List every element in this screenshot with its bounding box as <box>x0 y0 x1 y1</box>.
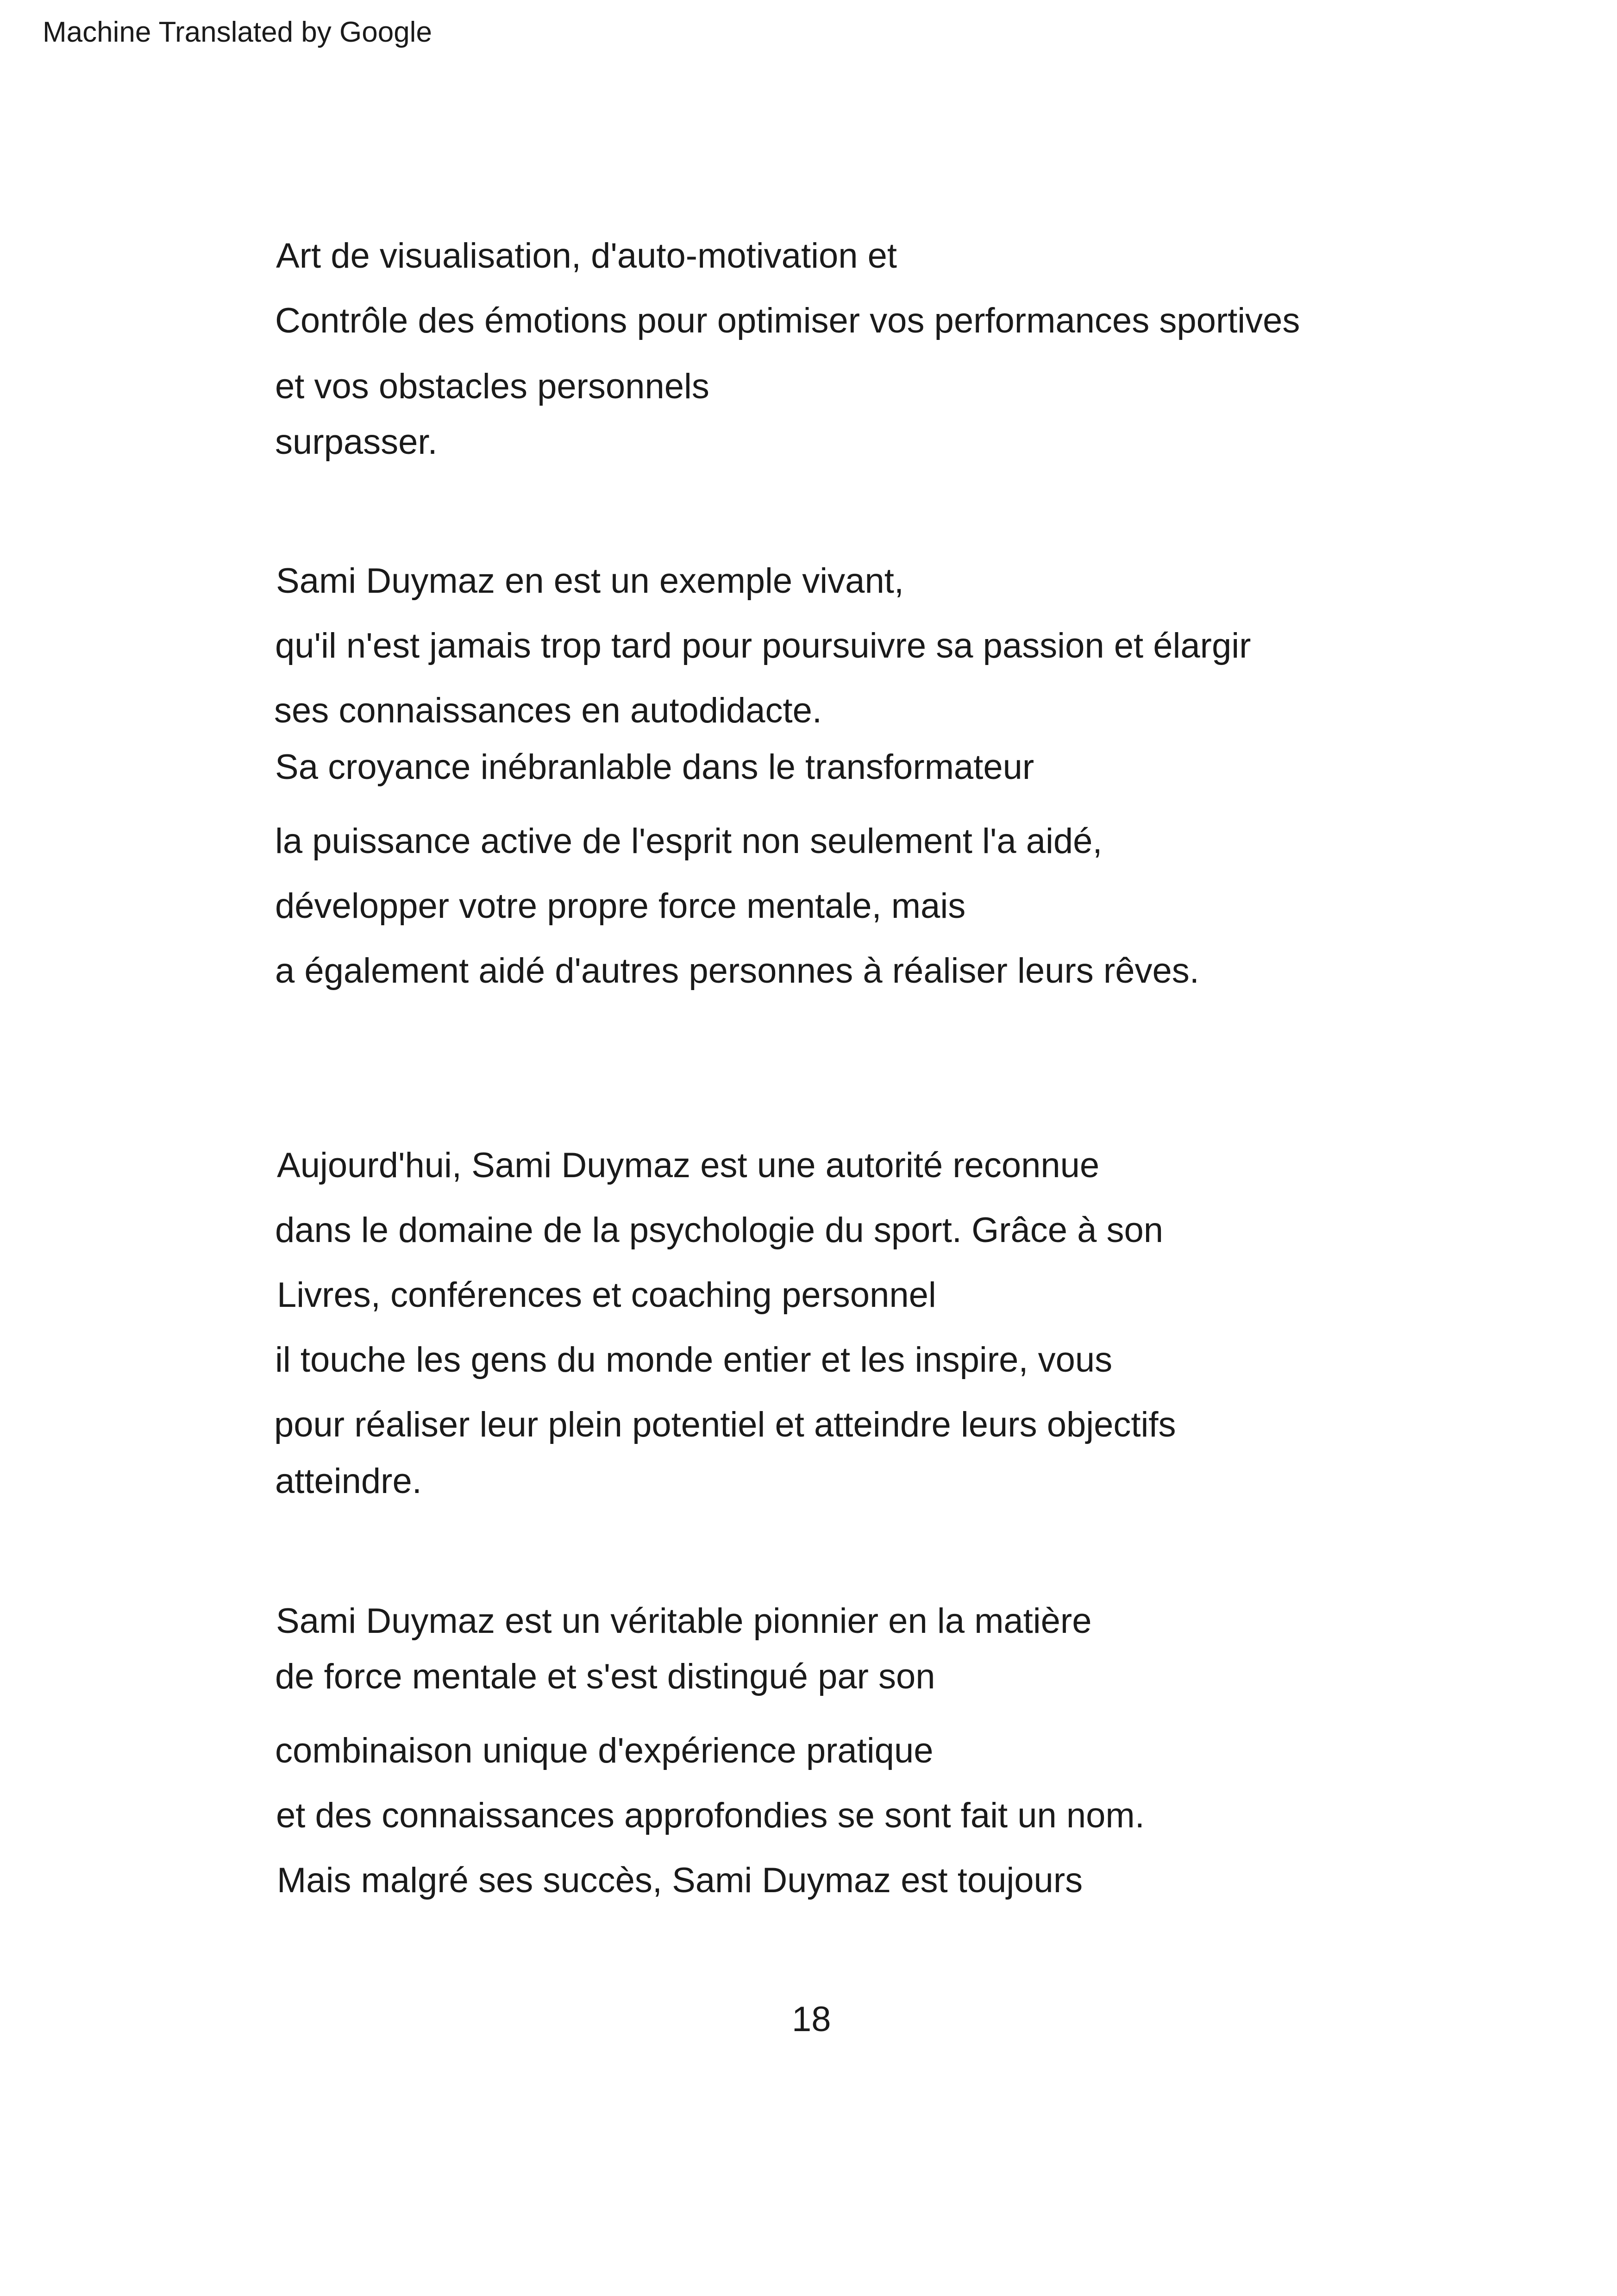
paragraph-1-line-4: surpasser. <box>275 422 438 462</box>
paragraph-3-line-1: Aujourd'hui, Sami Duymaz est une autorité reconnue <box>277 1146 1100 1185</box>
paragraph-3-line-5: pour réaliser leur plein potentiel et atteindre leurs objectifs <box>274 1405 1176 1444</box>
paragraph-2-line-4: Sa croyance inébranlable dans le transformateur <box>275 747 1034 787</box>
paragraph-1-line-1: Art de visualisation, d'auto-motivation et <box>276 236 897 276</box>
paragraph-4-line-1: Sami Duymaz est un véritable pionnier en la matière <box>276 1601 1092 1641</box>
paragraph-3-line-6: atteindre. <box>275 1462 422 1501</box>
paragraph-2-line-3: ses connaissances en autodidacte. <box>274 691 822 730</box>
paragraph-3-line-4: il touche les gens du monde entier et les inspire, vous <box>275 1340 1113 1380</box>
paragraph-2-line-1: Sami Duymaz en est un exemple vivant, <box>276 561 904 601</box>
paragraph-2-line-5: la puissance active de l'esprit non seulement l'a aidé, <box>275 822 1103 861</box>
paragraph-2-line-7: a également aidé d'autres personnes à réaliser leurs rêves. <box>275 951 1199 991</box>
paragraph-2-line-6: développer votre propre force mentale, mais <box>275 886 966 926</box>
paragraph-4-line-2: de force mentale et s'est distingué par son <box>275 1657 935 1696</box>
machine-translation-note: Machine Translated by Google <box>43 16 432 48</box>
paragraph-2-line-2: qu'il n'est jamais trop tard pour poursuivre sa passion et élargir <box>275 626 1251 665</box>
paragraph-1-line-2: Contrôle des émotions pour optimiser vos performances sportives <box>275 301 1300 340</box>
page-number: 18 <box>792 2000 831 2039</box>
paragraph-4-line-4: et des connaissances approfondies se sont fait un nom. <box>276 1796 1145 1835</box>
paragraph-4-line-3: combinaison unique d'expérience pratique <box>275 1731 934 1770</box>
paragraph-3-line-2: dans le domaine de la psychologie du sport. Grâce à son <box>275 1211 1164 1250</box>
paragraph-3-line-3: Livres, conférences et coaching personnel <box>277 1275 936 1315</box>
paragraph-1-line-3: et vos obstacles personnels <box>275 367 709 406</box>
paragraph-4-line-5: Mais malgré ses succès, Sami Duymaz est toujours <box>277 1861 1083 1900</box>
